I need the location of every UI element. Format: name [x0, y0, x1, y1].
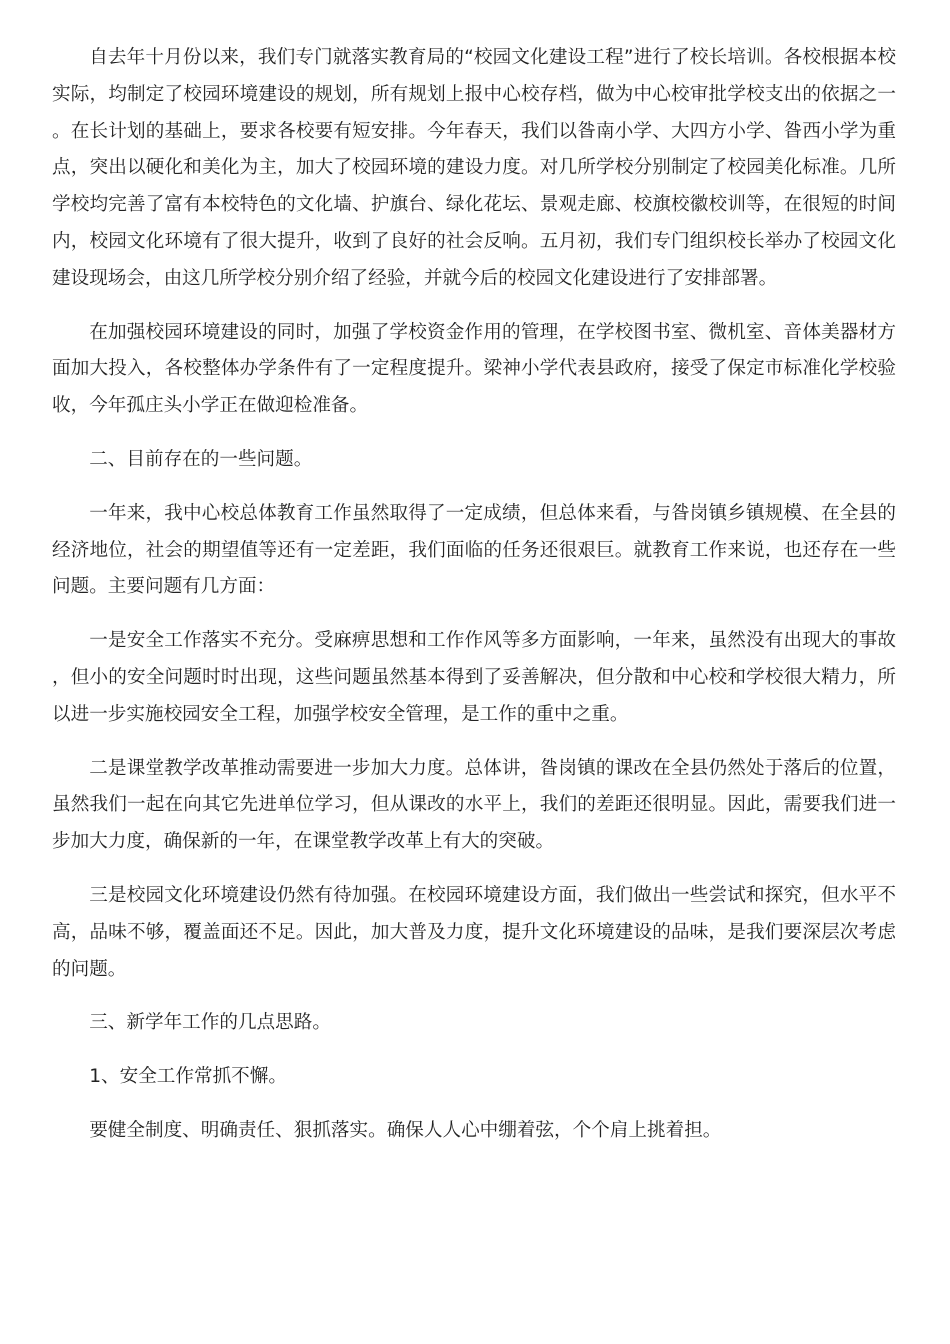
paragraph-funding-management: 在加强校园环境建设的同时，加强了学校资金作用的管理，在学校图书室、微机室、音体美器材方面加大投入，各校整体办学条件有了一定程度提升。梁神小学代表县政府，接受了保定市标准化学校验收，今年孤庄头小学正在做迎检准备。 [52, 321, 896, 417]
paragraph-campus-culture: 自去年十月份以来，我们专门就落实教育局的“校园文化建设工程”进行了校长培训。各校根据本校实际，均制定了校园环境建设的规划，所有规划上报中心校存档，做为中心校审批学校支出的依据之一。在长计划的基础上，要求各校要有短安排。今年春天，我们以昝南小学、大四方小学、昝西小学为重点，突出以硬化和美化为主，加大了校园环境的建设力度。对几所学校分别制定了校园美化标准。几所学校均完善了富有本校特色的文化墙、护旗台、绿化花坛、景观走廊、校旗校徽校训等，在很短的时间内，校园文化环境有了很大提升，收到了良好的社会反响。五月初，我们专门组织校长举办了校园文化建设现场会，由这几所学校分别介绍了经验，并就今后的校园文化建设进行了安排部署。 [52, 47, 896, 289]
paragraph-problem-teaching-reform: 二是课堂教学改革推动需要进一步加大力度。总体讲，昝岗镇的课改在全县仍然处于落后的位置，虽然我们一起在向其它先进单位学习，但从课改的水平上，我们的差距还很明显。因此，需要我们进一步加大力度，确保新的一年，在课堂教学改革上有大的突破。 [52, 757, 896, 853]
paragraph-problem-safety: 一是安全工作落实不充分。受麻痹思想和工作作风等多方面影响，一年来，虽然没有出现大的事故，但小的安全问题时时出现，这些问题虽然基本得到了妥善解决，但分散和中心校和学校很大精力，所以进一步实施校园安全工程，加强学校安全管理，是工作的重中之重。 [52, 630, 896, 725]
paragraph-problems-overview: 一年来，我中心校总体教育工作虽然取得了一定成绩，但总体来看，与昝岗镇乡镇规模、在全县的经济地位，社会的期望值等还有一定差距，我们面临的任务还很艰巨。就教育工作来说，也还存在一些问题。主要问题有几方面： [52, 502, 896, 598]
section-heading-plans: 三、新学年工作的几点思路。 [89, 1012, 331, 1034]
subheading-safety-work: 1、安全工作常抓不懈。 [89, 1066, 287, 1088]
section-heading-problems: 二、目前存在的一些问题。 [89, 448, 313, 470]
paragraph-problem-environment: 三是校园文化环境建设仍然有待加强。在校园环境建设方面，我们做出一些尝试和探究，但水平不高，品味不够，覆盖面还不足。因此，加大普及力度，提升文化环境建设的品味，是我们要深层次考虑的问题。 [52, 884, 896, 980]
paragraph-safety-measures: 要健全制度、明确责任、狠抓落实。确保人人心中绷着弦，个个肩上挑着担。 [89, 1119, 722, 1141]
